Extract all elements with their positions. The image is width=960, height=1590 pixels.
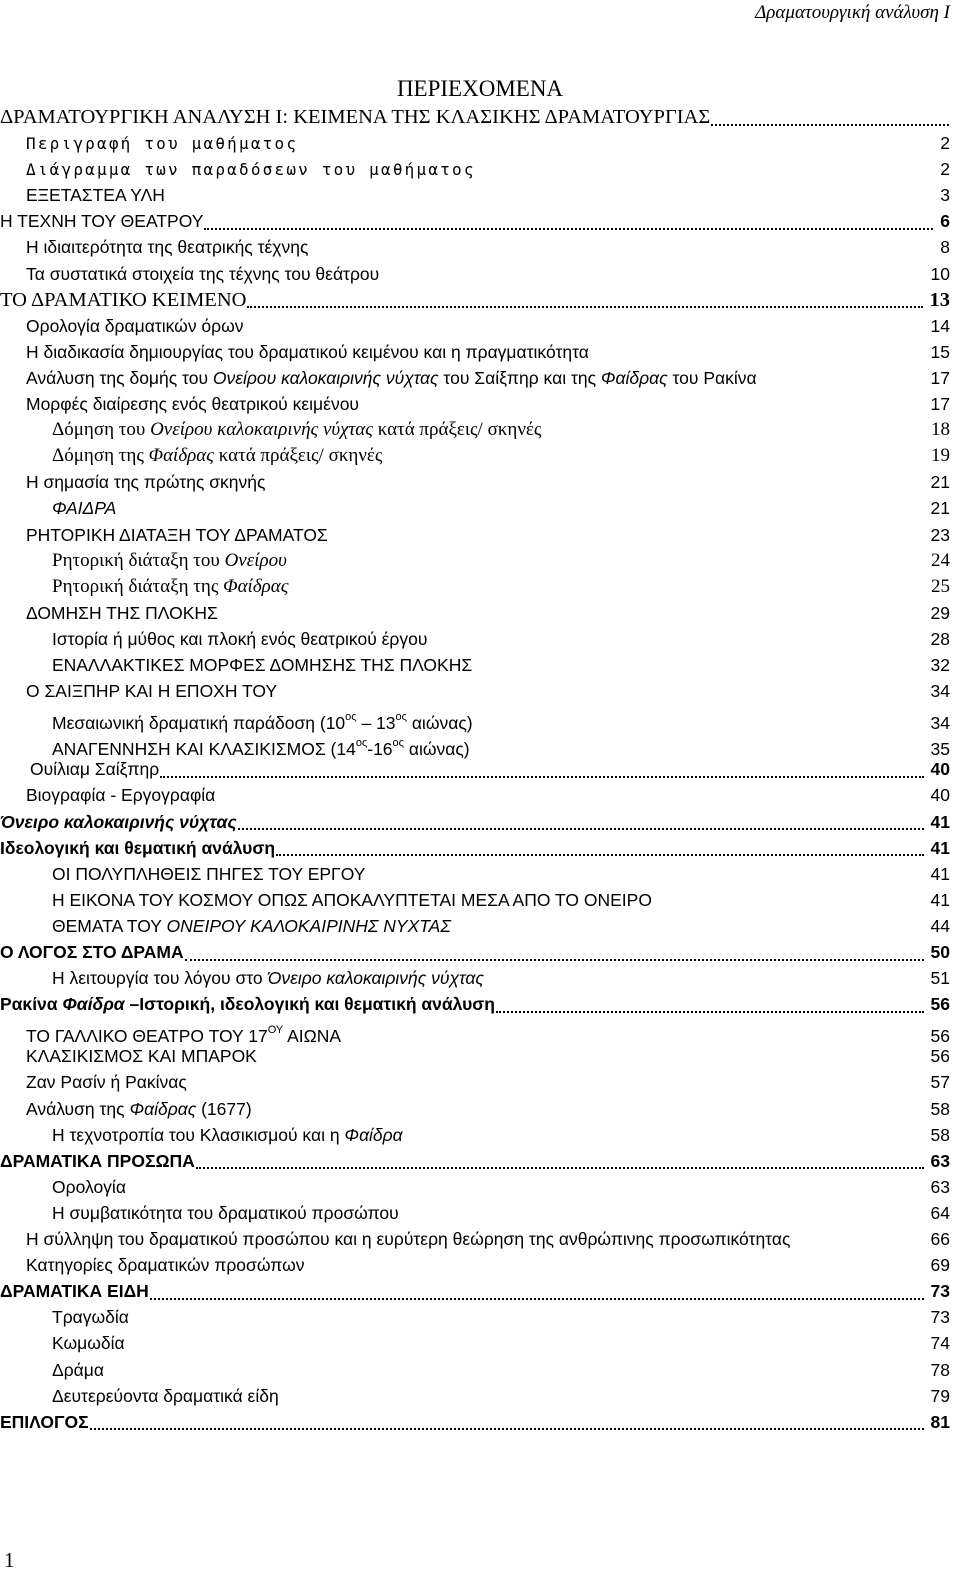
dot-leader — [90, 1421, 924, 1430]
toc-entry-page: 56 — [930, 994, 950, 1015]
toc-entry-title: Ανάλυση της Φαίδρας (1677) — [26, 1098, 252, 1119]
toc-entry-page: 57 — [930, 1072, 950, 1093]
toc-entry-title: Κατηγορίες δραματικών προσώπων — [26, 1255, 305, 1276]
toc-entry[interactable] — [0, 991, 960, 1017]
toc-entry-page: 58 — [930, 1098, 950, 1119]
toc-entry[interactable] — [0, 913, 960, 939]
toc-entry-page: 58 — [930, 1124, 950, 1145]
toc-entry-title: Διάγραμμα των παραδόσεων του μαθήματος — [26, 160, 476, 180]
toc-entry-page: 66 — [930, 1229, 950, 1250]
toc-entry[interactable] — [0, 548, 960, 574]
toc-entry[interactable] — [0, 1043, 960, 1069]
toc-entry[interactable] — [0, 1252, 960, 1278]
dot-leader — [204, 221, 933, 230]
toc-entry[interactable] — [0, 965, 960, 991]
toc-entry-page: 51 — [930, 968, 950, 989]
toc-entry-page: 29 — [930, 602, 950, 623]
toc-entry[interactable] — [0, 782, 960, 808]
toc-entry[interactable] — [0, 1357, 960, 1383]
toc-entry[interactable] — [0, 809, 960, 835]
toc-entry-page: 73 — [930, 1281, 950, 1302]
toc-entry-page: 21 — [930, 498, 950, 519]
toc-entry-title: Η τεχνοτροπία του Κλασικισμού και η Φαίδρα — [52, 1124, 403, 1145]
toc-entry-page: 50 — [930, 942, 950, 962]
toc-entry[interactable] — [0, 1200, 960, 1226]
toc-entry-page: 64 — [930, 1202, 950, 1223]
toc-entry-page: 40 — [930, 785, 950, 806]
toc-entry[interactable] — [0, 730, 960, 760]
toc-entry-title: ΔΡΑΜΑΤΙΚΑ ΕΙΔΗ — [0, 1281, 149, 1302]
toc-entry-title: Η ιδιαιτερότητα της θεατρικής τέχνης — [26, 237, 309, 258]
dot-leader — [711, 117, 949, 126]
toc-entry[interactable] — [0, 417, 960, 443]
toc-entry[interactable] — [0, 1069, 960, 1095]
toc-entry[interactable] — [0, 182, 960, 208]
toc-entry-title: ΔΡΑΜΑΤΟΥΡΓΙΚΗ ΑΝΑΛΥΣΗ Ι: ΚΕΙΜΕΝΑ ΤΗΣ ΚΛΑΣΙΚΗΣ ΔΡΑΜΑΤΟΥΡΓΙΑΣ — [0, 106, 711, 128]
toc-entry-page: 78 — [930, 1359, 950, 1380]
toc-entry[interactable] — [0, 313, 960, 339]
toc-entry-page: 25 — [931, 575, 950, 597]
toc-entry[interactable] — [0, 600, 960, 626]
toc-entry[interactable] — [0, 208, 960, 234]
dot-leader — [185, 952, 924, 961]
toc-entry-title: ΔΟΜΗΣΗ ΤΗΣ ΠΛΟΚΗΣ — [26, 602, 218, 623]
toc-entry-page: 41 — [930, 837, 950, 858]
toc-entry[interactable] — [0, 1383, 960, 1409]
toc-entry[interactable] — [0, 104, 960, 130]
toc-entry-page: 28 — [930, 628, 950, 649]
toc-entry-title: ΦΑΙΔΡΑ — [52, 498, 117, 519]
toc-entry-page: 69 — [930, 1255, 950, 1276]
toc-entry-page: 63 — [930, 1176, 950, 1197]
toc-entry-title: Η ΕΙΚΟΝΑ ΤΟΥ ΚΟΣΜΟΥ ΟΠΩΣ ΑΠΟΚΑΛΥΠΤΕΤΑΙ ΜΕΣΑ ΑΠΟ ΤΟ ΟΝΕΙΡΟ — [52, 889, 652, 910]
toc-entry-title: ΕΠΙΛΟΓΟΣ — [0, 1411, 89, 1432]
toc-entry-title: Ορολογία δραματικών όρων — [26, 315, 244, 336]
toc-entry[interactable] — [0, 1330, 960, 1356]
dot-leader — [247, 299, 922, 308]
toc-entry[interactable] — [0, 652, 960, 678]
toc-entry-title: Ρακίνα Φαίδρα –Ιστορική, ιδεολογική και θεματική ανάλυση — [0, 994, 495, 1015]
toc-entry-title: ΘΕΜΑΤΑ ΤΟΥ ΟΝΕΙΡΟΥ ΚΑΛΟΚΑΙΡΙΝΗΣ ΝΥΧΤΑΣ — [52, 915, 451, 936]
toc-entry-page: 81 — [930, 1411, 950, 1432]
toc-entry-page: 14 — [930, 315, 950, 336]
toc-entry-title: Η σύλληψη του δραματικού προσώπου και η ευρύτερη θεώρηση της ανθρώπινης προσωπικότητας — [26, 1229, 791, 1250]
toc-entry[interactable] — [0, 626, 960, 652]
toc-title: ΠΕΡΙΕΧΟΜΕΝΑ — [396, 76, 564, 101]
toc-entry-page: 18 — [931, 419, 950, 441]
toc-entry[interactable] — [0, 1017, 960, 1047]
toc-entry-title: Ιδεολογική και θεματική ανάλυση — [0, 837, 276, 858]
toc-entry[interactable] — [0, 391, 960, 417]
toc-entry-title: Ζαν Ρασίν ή Ρακίνας — [26, 1072, 187, 1093]
toc-entry[interactable] — [0, 678, 960, 704]
toc-entry-title: Ανάλυση της δομής του Ονείρου καλοκαιρινής νύχτας του Σαίξπηρ και της Φαίδρας του Ρακίνα — [26, 367, 757, 388]
toc-entry-page: 15 — [930, 341, 950, 362]
toc-entry-title: Δόμηση της Φαίδρας κατά πράξεις/ σκηνές — [52, 445, 383, 467]
toc-entry-title: ΕΝΑΛΛΑΚΤΙΚΕΣ ΜΟΡΦΕΣ ΔΟΜΗΣΗΣ ΤΗΣ ΠΛΟΚΗΣ — [52, 654, 473, 675]
toc-entry-page: 35 — [930, 739, 950, 760]
toc-entry[interactable] — [0, 1096, 960, 1122]
toc-entry-title: ΕΞΕΤΑΣΤΕΑ ΥΛΗ — [26, 185, 165, 206]
toc-entry-page: 13 — [929, 288, 950, 311]
toc-entry-page: 3 — [940, 185, 950, 206]
toc-entry[interactable] — [0, 861, 960, 887]
toc-entry-title: ΤΟ ΓΑΛΛΙΚΟ ΘΕΑΤΡΟ ΤΟΥ $17^{O\Upsilon}$ ΑΙΩΝΑ — [26, 1024, 342, 1047]
toc-entry[interactable] — [0, 939, 960, 965]
dot-leader — [276, 847, 924, 856]
toc-entry[interactable] — [0, 234, 960, 260]
toc-entry-title: Βιογραφία - Εργογραφία — [26, 785, 216, 806]
toc-entry-title: Ρητορική διάταξη του Ονείρου — [52, 549, 287, 571]
toc-entry[interactable] — [0, 1174, 960, 1200]
toc-entry-page: 34 — [930, 713, 950, 734]
dot-leader — [196, 1160, 924, 1169]
toc-entry[interactable] — [0, 1409, 960, 1435]
toc-entry-title: Ο ΣΑΙΞΠΗΡ ΚΑΙ Η ΕΠΟΧΗ ΤΟΥ — [26, 681, 278, 702]
toc-entry-title: Ρητορική διάταξη της Φαίδρας — [52, 575, 289, 597]
toc-entry-page: 10 — [930, 263, 950, 284]
toc-entry-page: 6 — [940, 211, 950, 232]
toc-entry[interactable] — [0, 1226, 960, 1252]
toc-entry[interactable] — [0, 704, 960, 734]
dot-leader — [496, 1004, 924, 1013]
toc-entry-page: 19 — [931, 445, 950, 467]
toc-entry-title: Ουίλιαμ Σαίξπηρ — [30, 759, 160, 780]
toc-entry-page: 24 — [931, 549, 950, 571]
toc-entry-page: 41 — [930, 863, 950, 884]
toc-entry[interactable] — [0, 887, 960, 913]
toc-entry-page: 17 — [930, 367, 950, 388]
toc-entry-title: Όνειρο καλοκαιρινής νύχτας — [0, 811, 237, 832]
toc-entry[interactable] — [0, 339, 960, 365]
toc-entry-title: Περιγραφή του μαθήματος — [26, 134, 299, 154]
toc-entry-page: 74 — [930, 1333, 950, 1354]
toc-entry-title: Δευτερεύοντα δραματικά είδη — [52, 1385, 279, 1406]
page-number: 1 — [4, 1548, 15, 1572]
toc-entry[interactable] — [0, 287, 960, 313]
toc-entry[interactable] — [0, 756, 960, 782]
toc-entry-title: Ιστορία ή μύθος και πλοκή ενός θεατρικού έργου — [52, 628, 428, 649]
running-header: Δραματουργική ανάλυση Ι — [755, 2, 950, 23]
toc-entry-title: ΔΡΑΜΑΤΙΚΑ ΠΡΟΣΩΠΑ — [0, 1150, 195, 1171]
toc-entry-page: 32 — [930, 654, 950, 675]
toc-entry-page: 2 — [940, 159, 950, 180]
toc-entry[interactable] — [0, 495, 960, 521]
toc-entry-page: 34 — [930, 681, 950, 702]
toc-entry[interactable] — [0, 522, 960, 548]
toc-entry-title: ΡΗΤΟΡΙΚΗ ΔΙΑΤΑΞΗ ΤΟΥ ΔΡΑΜΑΤΟΣ — [26, 524, 328, 545]
toc-entry[interactable] — [0, 574, 960, 600]
toc-entry-title: Η ΤΕΧΝΗ ΤΟΥ ΘΕΑΤΡΟΥ — [0, 211, 204, 232]
toc-entry-page: 79 — [930, 1385, 950, 1406]
toc-entry[interactable] — [0, 1278, 960, 1304]
toc-entry-title: Η σημασία της πρώτης σκηνής — [26, 472, 266, 493]
toc-entry-title: ΚΛΑΣΙΚΙΣΜΟΣ ΚΑΙ ΜΠΑΡΟΚ — [26, 1046, 257, 1067]
toc-entry[interactable] — [0, 443, 960, 469]
toc-entry-page: 56 — [930, 1046, 950, 1067]
toc-entry-page: 41 — [930, 889, 950, 910]
toc-entry-page: 73 — [930, 1307, 950, 1328]
toc-entry-page: 41 — [930, 811, 950, 832]
dot-leader — [160, 769, 923, 778]
toc-entry-title: Κωμωδία — [52, 1333, 125, 1354]
toc-entry-title: Ο ΛΟΓΟΣ ΣΤΟ ΔΡΑΜΑ — [0, 942, 184, 962]
dot-leader — [238, 821, 924, 830]
toc-entry-title: ΟΙ ΠΟΛΥΠΛΗΘΕΙΣ ΠΗΓΕΣ ΤΟΥ ΕΡΓΟΥ — [52, 863, 366, 884]
toc-entry-title: Η διαδικασία δημιουργίας του δραματικού κειμένου και η πραγματικότητα — [26, 341, 589, 362]
dot-leader — [150, 1291, 924, 1300]
toc-entry-title: Δράμα — [52, 1359, 104, 1380]
toc-entry-page: 17 — [930, 394, 950, 415]
toc-entry-title: Μεσαιωνική δραματική παράδοση ($10^{o\varsigma} - 13^{o\varsigma}$ αιώνας) — [52, 711, 473, 734]
toc-entry-title: Τα συστατικά στοιχεία της τέχνης του θεάτρου — [26, 263, 380, 284]
toc-entry-title: Δόμηση του Ονείρου καλοκαιρινής νύχτας κατά πράξεις/ σκηνές — [52, 419, 542, 441]
toc-entry-page: 2 — [940, 133, 950, 154]
toc-entry-title: Τραγωδία — [52, 1307, 129, 1328]
toc-entry[interactable] — [0, 365, 960, 391]
toc-entry[interactable] — [0, 261, 960, 287]
toc-entry-page: 8 — [940, 237, 950, 258]
toc-entry[interactable] — [0, 1304, 960, 1330]
toc-entry[interactable] — [0, 130, 960, 156]
toc-entry[interactable] — [0, 1122, 960, 1148]
toc-entry-title: ΑΝΑΓΕΝΝΗΣΗ ΚΑΙ ΚΛΑΣΙΚΙΣΜΟΣ ($14^{o\varsigma}-16^{o\varsigma}$ αιώνας) — [52, 737, 470, 760]
toc-entry-page: 63 — [930, 1150, 950, 1171]
toc-entry-title: Μορφές διαίρεσης ενός θεατρικού κειμένου — [26, 394, 359, 415]
table-of-contents — [0, 104, 960, 1435]
toc-entry-title: ΤΟ ΔΡΑΜΑΤΙΚΟ ΚΕΙΜΕΝΟ — [0, 288, 247, 311]
toc-entry-title: Η λειτουργία του λόγου στο Όνειρο καλοκαιρινής νύχτας — [52, 968, 484, 989]
toc-entry-title: Ορολογία — [52, 1176, 126, 1197]
toc-entry[interactable] — [0, 835, 960, 861]
toc-entry[interactable] — [0, 156, 960, 182]
toc-entry-page: 21 — [930, 472, 950, 493]
toc-entry[interactable] — [0, 1148, 960, 1174]
toc-entry-page: 23 — [930, 524, 950, 545]
toc-entry-page: 44 — [930, 915, 950, 936]
toc-entry-page: 56 — [930, 1026, 950, 1047]
toc-entry-page: 40 — [930, 759, 950, 780]
toc-entry[interactable] — [0, 469, 960, 495]
toc-entry-title: Η συμβατικότητα του δραματικού προσώπου — [52, 1202, 399, 1223]
